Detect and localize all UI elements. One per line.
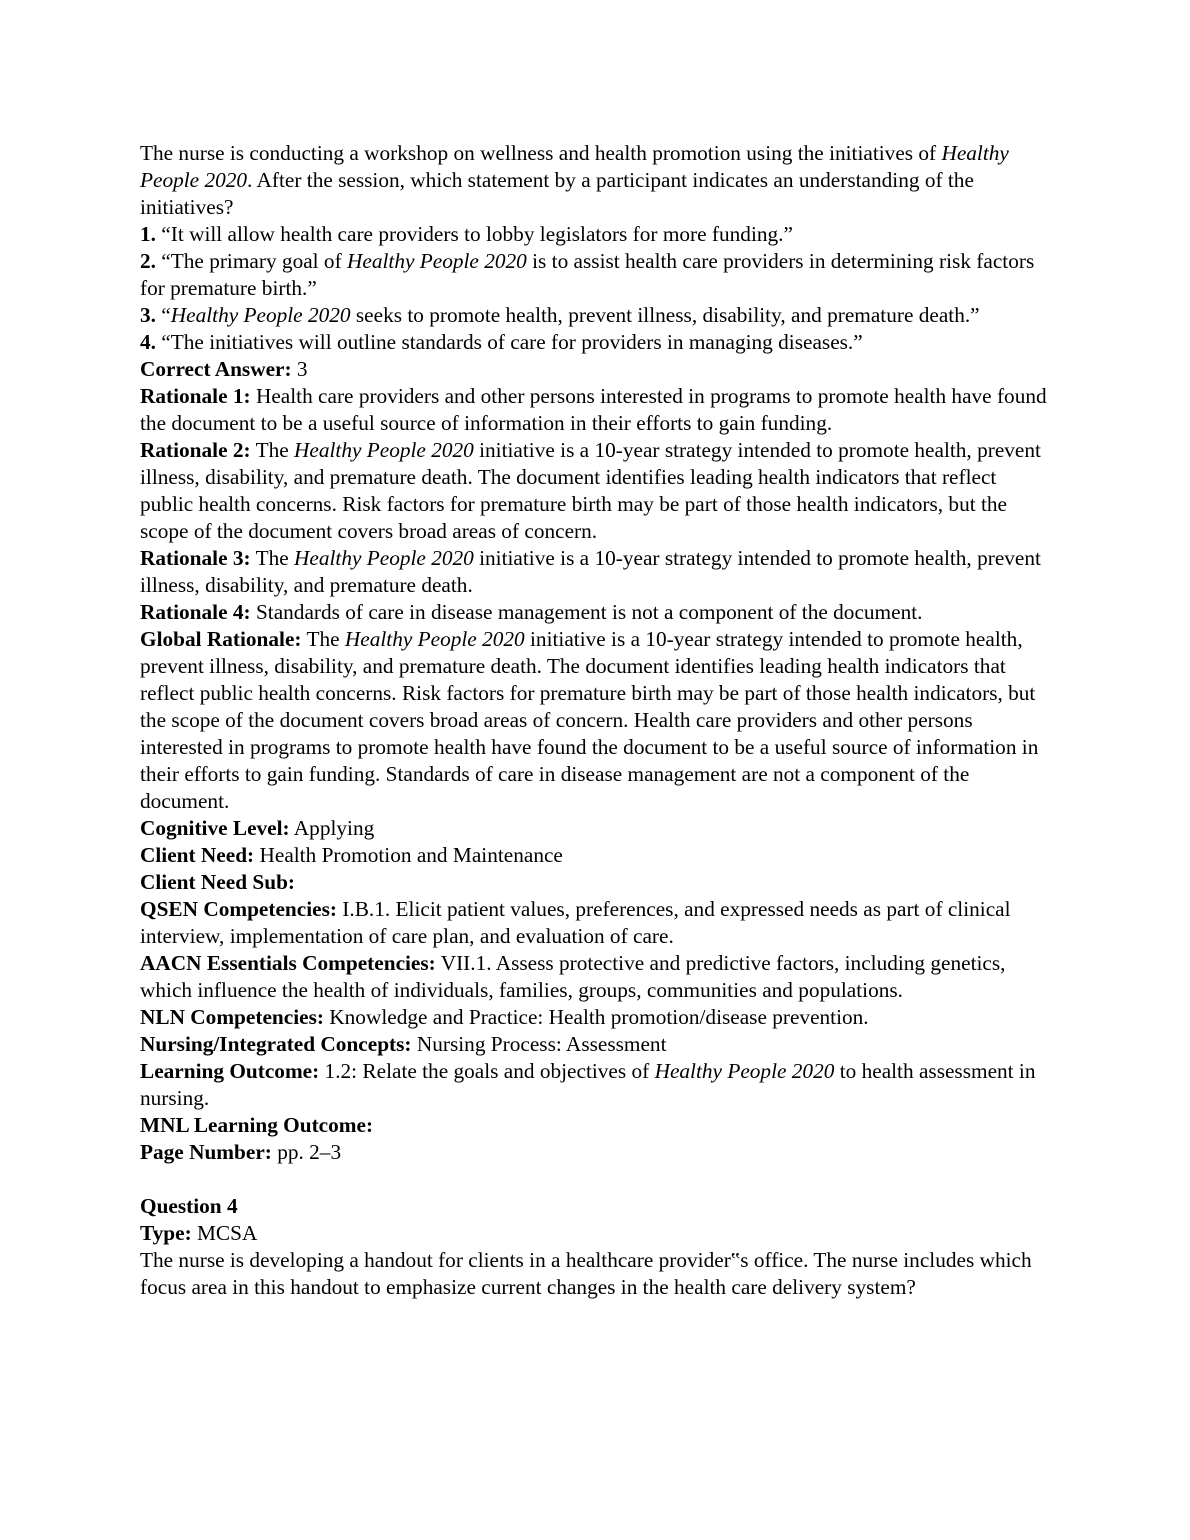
text: “The initiatives will outline standards of care for providers in managing diseases.” <box>155 330 863 354</box>
text: seeks to promote health, prevent illness, disability, and premature death.” <box>350 303 980 327</box>
paragraph <box>140 1139 1052 1166</box>
paragraph <box>140 437 1052 545</box>
bold-label: Rationale 1: <box>140 384 251 408</box>
italic-text: Healthy People 2020 <box>347 249 527 273</box>
bold-label: Question 4 <box>140 1194 238 1218</box>
text: Health Promotion and Maintenance <box>254 843 563 867</box>
text: The <box>250 546 294 570</box>
bold-label: 4. <box>140 330 156 354</box>
italic-text: Healthy People 2020 <box>170 303 351 327</box>
text: 3 <box>291 357 308 381</box>
paragraph <box>140 815 1052 842</box>
italic-text: Healthy People 2020 <box>140 141 1009 192</box>
document-page <box>140 140 1052 1301</box>
italic-text: Healthy People 2020 <box>294 546 474 570</box>
text: “The primary goal of <box>155 249 347 273</box>
text: The <box>301 627 345 651</box>
paragraph <box>140 302 1052 329</box>
bold-label: Nursing/Integrated Concepts: <box>140 1032 412 1056</box>
paragraph <box>140 869 1052 896</box>
text: initiative is a 10-year strategy intended to promote health, prevent illness, disability, and premature death. The document identifies leading health indicators that reflect public health concerns. Risk factors for premature birth may be part of those health indicators, but the scope of the document covers broad areas of concern. <box>140 438 1041 543</box>
text: is to assist health care providers in determining risk factors for premature birth.” <box>140 249 1035 300</box>
text: Standards of care in disease management is not a component of the document. <box>250 600 923 624</box>
text: Knowledge and Practice: Health promotion/disease prevention. <box>323 1005 869 1029</box>
blank-line <box>140 1166 1052 1193</box>
text: The <box>250 438 294 462</box>
italic-text: Healthy People 2020 <box>654 1059 835 1083</box>
bold-label: Rationale 3: <box>140 546 251 570</box>
text: Applying <box>289 816 375 840</box>
bold-label: Type: <box>140 1221 192 1245</box>
text: . After the session, which statement by a participant indicates an understanding of the initiatives? <box>140 168 974 219</box>
text: 1.2: Relate the goals and objectives of <box>319 1059 655 1083</box>
text: VII.1. Assess protective and predictive factors, including genetics, which influence the health of individuals, families, groups, communities and populations. <box>140 951 1006 1002</box>
paragraph <box>140 1112 1052 1139</box>
paragraph <box>140 1031 1052 1058</box>
paragraph <box>140 1004 1052 1031</box>
text: I.B.1. Elicit patient values, preferences, and expressed needs as part of clinical interview, implementation of care plan, and evaluation of care. <box>140 897 1011 948</box>
paragraph <box>140 329 1052 356</box>
paragraph <box>140 1220 1052 1247</box>
paragraph <box>140 545 1052 599</box>
paragraph <box>140 356 1052 383</box>
paragraph <box>140 842 1052 869</box>
italic-text: Healthy People 2020 <box>294 438 474 462</box>
bold-label: 1. <box>140 222 156 246</box>
paragraph <box>140 599 1052 626</box>
paragraph <box>140 248 1052 302</box>
paragraph <box>140 1058 1052 1112</box>
text: Nursing Process: Assessment <box>411 1032 667 1056</box>
paragraph <box>140 626 1052 815</box>
bold-label: 3. <box>140 303 156 327</box>
text: Health care providers and other persons interested in programs to promote health have found the document to be a useful source of information in their efforts to gain funding. <box>140 384 1047 435</box>
bold-label: QSEN Competencies: <box>140 897 337 921</box>
bold-label: Correct Answer: <box>140 357 292 381</box>
text: pp. 2–3 <box>271 1140 342 1164</box>
bold-label: Page Number: <box>140 1140 272 1164</box>
text: The nurse is developing a handout for clients in a healthcare provider‟s office. The nurse includes which focus area in this handout to emphasize current changes in the health care delivery system? <box>140 1248 1032 1299</box>
text: “ <box>155 303 171 327</box>
text: MCSA <box>191 1221 258 1245</box>
paragraph <box>140 896 1052 950</box>
text: to health assessment in nursing. <box>140 1059 1036 1110</box>
bold-label: AACN Essentials Competencies: <box>140 951 436 975</box>
paragraph <box>140 221 1052 248</box>
bold-label: MNL Learning Outcome: <box>140 1113 374 1137</box>
bold-label: Client Need: <box>140 843 255 867</box>
bold-label: Cognitive Level: <box>140 816 290 840</box>
bold-label: Global Rationale: <box>140 627 302 651</box>
paragraph <box>140 140 1052 221</box>
bold-label: Client Need Sub: <box>140 870 296 894</box>
paragraph <box>140 1193 1052 1220</box>
text: initiative is a 10-year strategy intended to promote health, prevent illness, disability, and premature death. The document identifies leading health indicators that reflect public health concerns. Risk factors for premature birth may be part of those health indicators, but the scope of the document covers broad areas of concern. Health care providers and other persons interested in programs to promote health have found the document to be a useful source of information in their efforts to gain funding. Standards of care in disease management are not a component of the document. <box>140 627 1039 813</box>
paragraph <box>140 1247 1052 1301</box>
text: The nurse is conducting a workshop on wellness and health promotion using the initiatives of <box>140 141 942 165</box>
text: initiative is a 10-year strategy intended to promote health, prevent illness, disability, and premature death. <box>140 546 1041 597</box>
paragraph <box>140 950 1052 1004</box>
bold-label: Learning Outcome: <box>140 1059 320 1083</box>
bold-label: Rationale 2: <box>140 438 251 462</box>
italic-text: Healthy People 2020 <box>344 627 525 651</box>
bold-label: NLN Competencies: <box>140 1005 324 1029</box>
text: “It will allow health care providers to lobby legislators for more funding.” <box>155 222 793 246</box>
bold-label: Rationale 4: <box>140 600 251 624</box>
bold-label: 2. <box>140 249 156 273</box>
paragraph <box>140 383 1052 437</box>
